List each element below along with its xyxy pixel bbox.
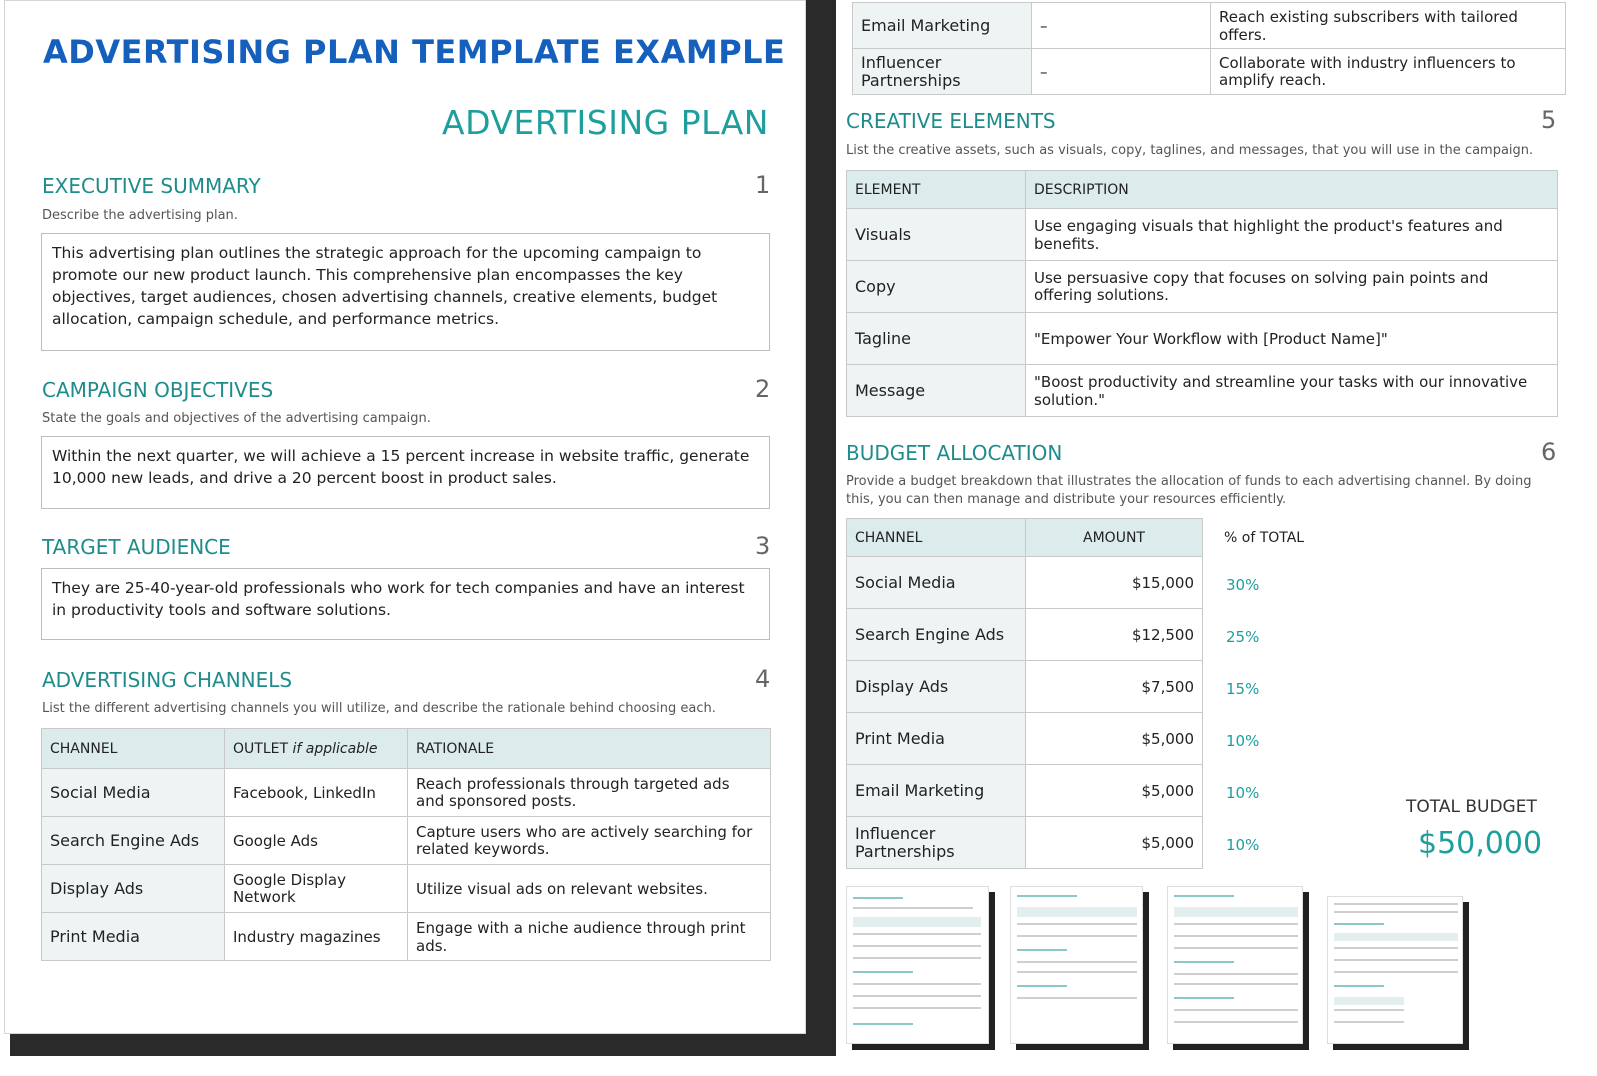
section-title-campaign-objectives: CAMPAIGN OBJECTIVES xyxy=(42,378,274,402)
outlet-cell[interactable]: Google Display Network xyxy=(225,865,408,913)
column-header-description: DESCRIPTION xyxy=(1026,171,1558,209)
document-page-1 xyxy=(4,0,806,1034)
rationale-cell[interactable]: Capture users who are actively searching for related keywords. xyxy=(408,817,771,865)
pct-cell: 10% xyxy=(1226,732,1260,750)
description-cell[interactable]: "Boost productivity and streamline your tasks with our innovative solution." xyxy=(1026,365,1558,417)
amount-cell[interactable]: $5,000 xyxy=(1026,713,1203,765)
total-budget-label: TOTAL BUDGET xyxy=(1406,797,1537,817)
element-cell[interactable]: Copy xyxy=(847,261,1026,313)
outlet-header-label: OUTLET xyxy=(233,740,289,757)
description-cell[interactable]: Use persuasive copy that focuses on solving pain points and offering solutions. xyxy=(1026,261,1558,313)
table-row xyxy=(847,609,1203,661)
pct-cell: 25% xyxy=(1226,628,1260,646)
section-number: 6 xyxy=(1541,438,1557,466)
amount-cell[interactable]: $12,500 xyxy=(1026,609,1203,661)
page-thumbnail[interactable] xyxy=(846,886,989,1044)
page-shadow xyxy=(806,0,836,1056)
column-header-amount: AMOUNT xyxy=(1026,519,1203,557)
amount-cell[interactable]: $15,000 xyxy=(1026,557,1203,609)
channel-cell[interactable]: Influencer Partnerships xyxy=(853,49,1032,95)
section-number: 3 xyxy=(755,532,771,560)
table-row xyxy=(847,365,1558,417)
column-header-outlet xyxy=(225,729,408,769)
table-row xyxy=(847,261,1558,313)
section-title-target-audience: TARGET AUDIENCE xyxy=(42,535,231,559)
section-description: List the creative assets, such as visuals, copy, taglines, and messages, that you will use in the campaign. xyxy=(846,143,1534,158)
table-row xyxy=(42,817,771,865)
pct-header: % of TOTAL xyxy=(1224,530,1305,546)
channel-cell[interactable]: Print Media xyxy=(847,713,1026,765)
table-row xyxy=(847,209,1558,261)
section-number: 4 xyxy=(755,665,771,693)
description-cell[interactable]: Use engaging visuals that highlight the product's features and benefits. xyxy=(1026,209,1558,261)
section-title-executive-summary: EXECUTIVE SUMMARY xyxy=(42,174,261,198)
section-description: State the goals and objectives of the advertising campaign. xyxy=(42,411,431,426)
page-thumbnail[interactable] xyxy=(1167,886,1303,1044)
document-title: ADVERTISING PLAN TEMPLATE EXAMPLE xyxy=(43,33,786,71)
column-header-channel: CHANNEL xyxy=(42,729,225,769)
table-row xyxy=(847,765,1203,817)
channel-cell[interactable]: Display Ads xyxy=(847,661,1026,713)
table-row xyxy=(847,661,1203,713)
section-number: 2 xyxy=(755,375,771,403)
page-thumbnail[interactable] xyxy=(1327,896,1463,1044)
table-row xyxy=(42,865,771,913)
outlet-cell[interactable]: Facebook, LinkedIn xyxy=(225,769,408,817)
table-row xyxy=(42,769,771,817)
table-row xyxy=(853,3,1566,49)
channel-cell[interactable]: Search Engine Ads xyxy=(847,609,1026,661)
channel-cell[interactable]: Print Media xyxy=(42,913,225,961)
section-description: Provide a budget breakdown that illustrates the allocation of funds to each advertising channel. By doing this, you can then manage and distribute your resources efficiently. xyxy=(846,474,1532,507)
element-cell[interactable]: Tagline xyxy=(847,313,1026,365)
section-number: 5 xyxy=(1541,106,1557,134)
channel-cell[interactable]: Search Engine Ads xyxy=(42,817,225,865)
section-title-creative-elements: CREATIVE ELEMENTS xyxy=(846,109,1056,133)
section-title-budget-allocation: BUDGET ALLOCATION xyxy=(846,441,1063,465)
element-cell[interactable]: Message xyxy=(847,365,1026,417)
plan-title: ADVERTISING PLAN xyxy=(442,103,769,142)
table-row xyxy=(42,913,771,961)
channels-table xyxy=(41,728,771,961)
outlet-cell[interactable]: – xyxy=(1032,49,1211,95)
table-row xyxy=(847,313,1558,365)
element-cell[interactable]: Visuals xyxy=(847,209,1026,261)
rationale-cell[interactable]: Reach professionals through targeted ads and sponsored posts. xyxy=(408,769,771,817)
section-description: List the different advertising channels you will utilize, and describe the rationale behind choosing each. xyxy=(42,701,716,716)
channel-cell[interactable]: Social Media xyxy=(847,557,1026,609)
target-audience-field[interactable]: They are 25-40-year-old professionals who work for tech companies and have an interest in productivity tools and software solutions. xyxy=(41,568,770,640)
executive-summary-field[interactable]: This advertising plan outlines the strategic approach for the upcoming campaign to promote our new product launch. This comprehensive plan encompasses the key objectives, target audiences, chosen advertising channels, creative elements, budget allocation, campaign schedule, and performance metrics. xyxy=(41,233,770,351)
channel-cell[interactable]: Social Media xyxy=(42,769,225,817)
outlet-cell[interactable]: – xyxy=(1032,3,1211,49)
pct-cell: 10% xyxy=(1226,784,1260,802)
rationale-cell[interactable]: Engage with a niche audience through print ads. xyxy=(408,913,771,961)
rationale-cell[interactable]: Reach existing subscribers with tailored offers. xyxy=(1211,3,1566,49)
section-number: 1 xyxy=(755,171,771,199)
rationale-cell[interactable]: Utilize visual ads on relevant websites. xyxy=(408,865,771,913)
amount-cell[interactable]: $7,500 xyxy=(1026,661,1203,713)
column-header-element: ELEMENT xyxy=(847,171,1026,209)
outlet-cell[interactable]: Industry magazines xyxy=(225,913,408,961)
document-page-2 xyxy=(836,0,1567,874)
table-row xyxy=(853,49,1566,95)
amount-cell[interactable]: $5,000 xyxy=(1026,765,1203,817)
channel-cell[interactable]: Email Marketing xyxy=(847,765,1026,817)
pct-cell: 15% xyxy=(1226,680,1260,698)
outlet-cell[interactable]: Google Ads xyxy=(225,817,408,865)
creative-elements-table xyxy=(846,170,1558,417)
description-cell[interactable]: "Empower Your Workflow with [Product Name]" xyxy=(1026,313,1558,365)
channel-cell[interactable]: Display Ads xyxy=(42,865,225,913)
channel-cell[interactable]: Influencer Partnerships xyxy=(847,817,1026,869)
channels-table-continued xyxy=(852,2,1566,95)
pct-cell: 30% xyxy=(1226,576,1260,594)
budget-table xyxy=(846,518,1203,869)
table-row xyxy=(847,713,1203,765)
amount-cell[interactable]: $5,000 xyxy=(1026,817,1203,869)
campaign-objectives-field[interactable]: Within the next quarter, we will achieve a 15 percent increase in website traffic, generate 10,000 new leads, and drive a 20 percent boost in product sales. xyxy=(41,436,770,509)
section-title-advertising-channels: ADVERTISING CHANNELS xyxy=(42,668,293,692)
page-thumbnail[interactable] xyxy=(1010,886,1143,1044)
rationale-cell[interactable]: Collaborate with industry influencers to amplify reach. xyxy=(1211,49,1566,95)
channel-cell[interactable]: Email Marketing xyxy=(853,3,1032,49)
table-row xyxy=(847,817,1203,869)
page-shadow xyxy=(10,1034,836,1056)
total-budget-value: $50,000 xyxy=(1418,826,1543,861)
outlet-header-note: if applicable xyxy=(292,740,378,757)
table-row xyxy=(847,557,1203,609)
section-description: Describe the advertising plan. xyxy=(42,208,238,223)
pct-cell: 10% xyxy=(1226,836,1260,854)
column-header-channel: CHANNEL xyxy=(847,519,1026,557)
column-header-rationale: RATIONALE xyxy=(408,729,771,769)
